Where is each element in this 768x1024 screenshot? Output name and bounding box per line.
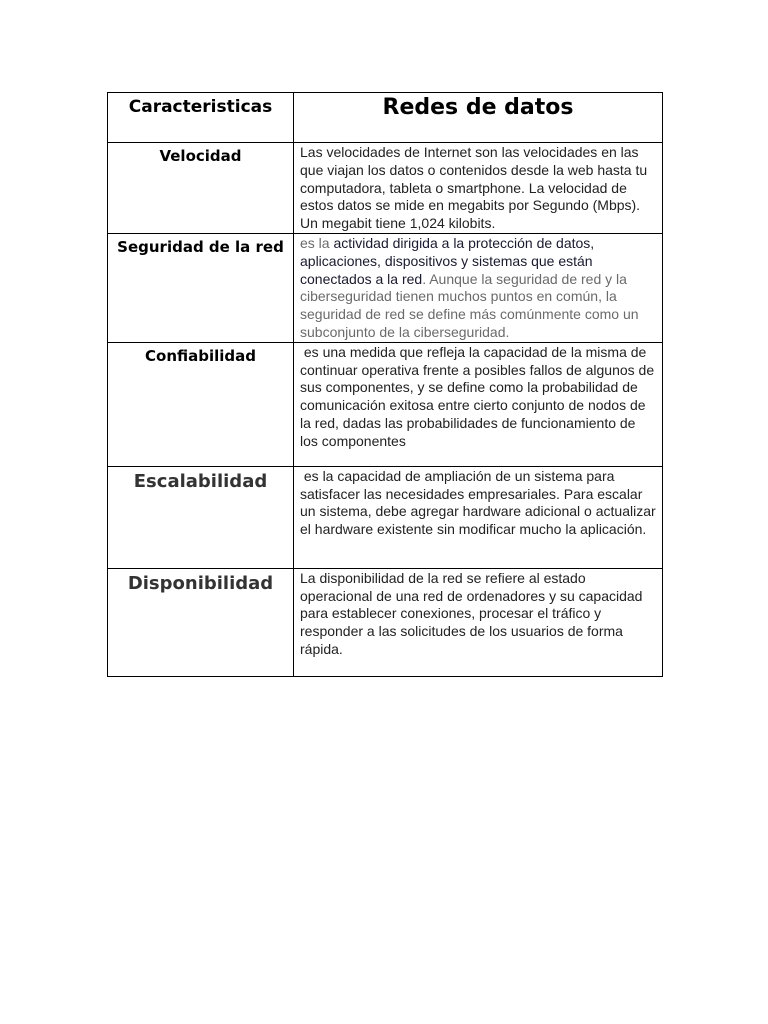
description-prefix: es la (300, 235, 334, 251)
header-caracteristicas: Caracteristicas (108, 93, 294, 143)
row-description-disponibilidad: La disponibilidad de la red se refiere al estado operacional de una red de ordenadores y su capacidad para establecer conexiones, procesar el tráfico y responder a las solicitudes de los usuarios de forma rápida. (294, 568, 663, 676)
description-suffix: . Aunque la seguridad de red y la ciberseguridad tienen muchos puntos en común, la seguridad de red se define más comúnmente como un subconjunto de la ciberseguridad. (300, 270, 639, 340)
row-label-disponibilidad: Disponibilidad (108, 568, 294, 676)
row-label-seguridad: Seguridad de la red (108, 234, 294, 343)
comparison-table (107, 92, 663, 677)
table-row (108, 342, 663, 466)
row-label-velocidad: Velocidad (108, 143, 294, 234)
table-header-row (108, 93, 663, 143)
row-description-escalabilidad: es la capacidad de ampliación de un sistema para satisfacer las necesidades empresariales. Para escalar un sistema, debe agregar hardware adicional o actualizar el hardware existente sin modificar mucho la aplicación. (294, 466, 663, 568)
table-row (108, 466, 663, 568)
row-description-velocidad: Las velocidades de Internet son las velocidades en las que viajan los datos o contenidos desde la web hasta tu computadora, tableta o smartphone. La velocidad de estos datos se mide en megabits por Segundo (Mbps). Un megabit tiene 1,024 kilobits. (294, 143, 663, 234)
row-label-escalabilidad: Escalabilidad (108, 466, 294, 568)
table-row (108, 568, 663, 676)
table-row (108, 234, 663, 343)
table-row (108, 143, 663, 234)
row-description-confiabilidad: es una medida que refleja la capacidad de la misma de continuar operativa frente a posibles fallos de algunos de sus componentes, y se define como la probabilidad de comunicación exitosa entre cierto conjunto de nodos de la red, dadas las probabilidades de funcionamiento de los componentes (294, 342, 663, 466)
row-label-confiabilidad: Confiabilidad (108, 342, 294, 466)
header-redes-de-datos: Redes de datos (294, 93, 663, 143)
row-description-seguridad (294, 234, 663, 343)
description-highlight: actividad dirigida a la protección de datos, aplicaciones, dispositivos y sistemas que están conectados a la red (300, 235, 595, 287)
